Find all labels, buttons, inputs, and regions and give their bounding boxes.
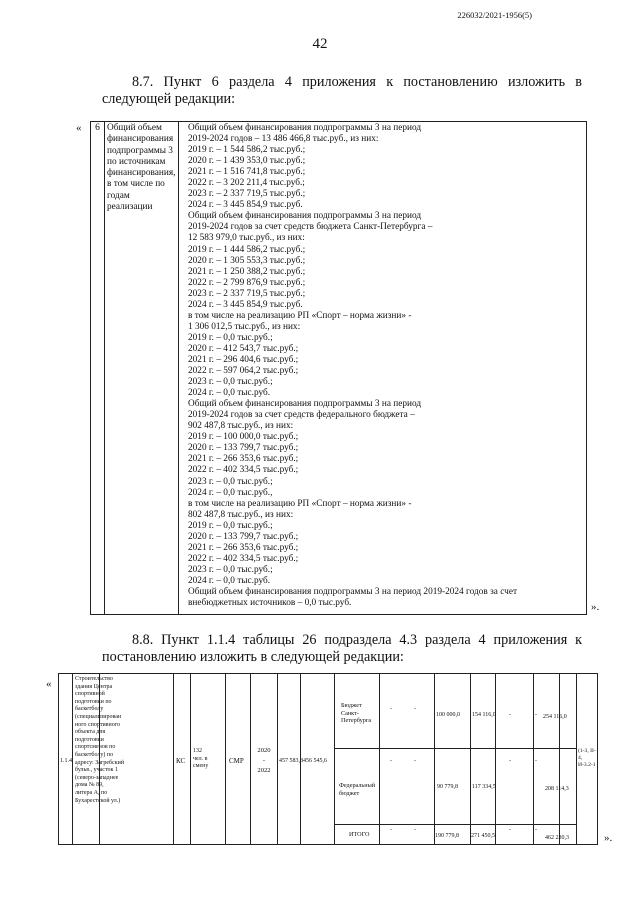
financing-line: 2020 г. – 412 543,7 тыс.руб.; [188,343,299,354]
financing-line: 2019 г. – 1 544 586,2 тыс.руб.; [188,145,306,156]
financing-line: 802 487,8 тыс.руб., из них: [188,509,294,520]
financing-line: 902 487,8 тыс.руб., из них: [188,421,294,432]
value-cell: - [535,712,537,718]
work-type: СМР [229,757,244,765]
financing-line: 2024 г. – 3 445 854,9 тыс.руб. [188,200,303,211]
financing-line: 2024 г. – 0,0 тыс.руб. [188,575,271,586]
customer: КС [176,757,186,765]
financing-line: 2022 г. – 402 334,5 тыс.руб.; [188,465,299,476]
financing-line: внебюджетных источников – 0,0 тыс.руб. [188,598,352,609]
financing-line: 2021 г. – 266 353,6 тыс.руб.; [188,454,299,465]
row-total: 208 114,3 [545,786,569,792]
table2-close-quote: ». [604,832,613,844]
financing-line: 2023 г. – 2 337 719,5 тыс.руб.; [188,288,306,299]
value-cell: - [414,827,416,833]
document-number: 226032/2021-1956(5) [457,10,532,20]
financing-line: 2023 г. – 2 337 719,5 тыс.руб.; [188,189,306,200]
financing-line: Общий объем финансирования подпрограммы 3 на период 2019-2024 годов за счет [188,586,518,597]
value-cell: 90 779,8 [437,784,458,790]
financing-line: в том числе на реализацию РП «Спорт – норма жизни» - [188,498,412,509]
financing-line: 2024 г. – 0,0 тыс.руб., [188,487,273,498]
row-total: 254 116,0 [543,714,567,720]
table2-open-quote: « [46,678,52,690]
row-total: 462 230,3 [545,835,569,841]
value-cell: - [509,758,511,764]
financing-line: 2020 г. – 133 799,7 тыс.руб.; [188,443,299,454]
construction-table [58,673,598,845]
financing-line: 2022 г. – 597 064,2 тыс.руб.; [188,366,299,377]
paragraph-8-8: 8.8. Пункт 1.1.4 таблицы 26 подраздела 4.3 раздела 4 приложения к постановлению изложить в следующей редакции: [102,632,582,665]
financing-line: 2021 г. – 296 404,6 тыс.руб.; [188,354,299,365]
financing-line: 2019 г. – 0,0 тыс.руб.; [188,520,273,531]
financing-line: 2022 г. – 3 202 211,4 тыс.руб.; [188,178,305,189]
estimated-cost: 457 583,8 [279,758,303,764]
financing-line: 2019-2024 годов за счет средств федерального бюджета – [188,410,415,421]
financing-line: 2022 г. – 402 334,5 тыс.руб.; [188,553,299,564]
financing-line: Общий объем финансирования подпрограммы 3 на период [188,399,422,410]
value-cell: - [535,758,537,764]
financing-line: Общий объем финансирования подпрограммы 3 на период [188,123,422,133]
period: 2020 - 2022 [257,747,271,774]
financing-line: 2020 г. – 1 439 353,0 тыс.руб.; [188,156,306,167]
financing-table [90,121,587,615]
financing-line: 2021 г. – 266 353,6 тыс.руб.; [188,542,299,553]
financing-content [179,122,586,614]
value-cell: 117 334,5 [472,784,496,790]
row-number: 6 [91,122,105,614]
object-description: Строительство здания Центра спортивной подготовки по баскетболу (специализирован ного спортивного объекта для подготовки спортсменов по баскетболу) по адресу: Загребский бульв., участок 1 (северо-западнее дома № 89, литера А, по Бухарестской ул.) [75,676,125,804]
value-cell: - [390,706,392,712]
total-limit: 456 545,6 [303,758,327,764]
paragraph-8-7: 8.7. Пункт 6 раздела 4 приложения к постановлению изложить в следующей редакции: [102,74,582,107]
financing-line: 2019 г. – 1 444 586,2 тыс.руб.; [188,244,306,255]
item-number: 1.1.4 [60,758,72,764]
financing-line: 2019 г. – 0,0 тыс.руб.; [188,332,273,343]
financing-line: 2019-2024 годов за счет средств бюджета Санкт-Петербурга – [188,222,433,233]
indicators: (1-3, II-4, И-3.2-1 [578,748,596,768]
value-cell: - [509,827,511,833]
financing-line: 12 583 979,0 тыс.руб., из них: [188,233,305,244]
table1-open-quote: « [76,122,82,134]
value-cell: - [535,827,537,833]
capacity: 132 чел. в смену [193,748,209,770]
financing-line: 2022 г. – 2 799 876,9 тыс.руб.; [188,277,306,288]
financing-line: 2023 г. – 0,0 тыс.руб.; [188,377,273,388]
financing-line: 2024 г. – 0,0 тыс.руб. [188,388,271,399]
value-cell: - [509,712,511,718]
value-cell: - [390,827,392,833]
value-cell: - [414,758,416,764]
value-cell: 100 000,0 [436,712,460,718]
financing-line: в том числе на реализацию РП «Спорт – норма жизни» - [188,310,412,321]
source-federal-budget: Федеральный бюджет [339,782,376,797]
value-cell: - [390,758,392,764]
source-total: ИТОГО [349,831,370,838]
financing-line: 2019 г. – 100 000,0 тыс.руб.; [188,432,299,443]
financing-line: Общий объем финансирования подпрограммы 3 на период [188,211,422,222]
financing-line: 2019-2024 годов – 13 486 466,8 тыс.руб., из них: [188,134,379,145]
value-cell: 190 779,8 [435,833,459,839]
value-cell: 154 116,0 [472,712,496,718]
financing-line: 2021 г. – 1 516 741,8 тыс.руб.; [188,167,306,178]
financing-line: 2023 г. – 0,0 тыс.руб.; [188,564,273,575]
financing-line: 2024 г. – 3 445 854,9 тыс.руб. [188,299,303,310]
financing-line: 1 306 012,5 тыс.руб., из них: [188,321,301,332]
financing-line: 2020 г. – 1 305 553,3 тыс.руб.; [188,255,306,266]
row-title: Общий объем финансирования подпрограммы 3 по источникам финансирования, в том числе по годам реализации [105,122,179,614]
page-number: 42 [312,36,328,52]
value-cell: 271 450,5 [471,833,495,839]
financing-line: 2023 г. – 0,0 тыс.руб.; [188,476,273,487]
value-cell: - [414,706,416,712]
financing-line: 2021 г. – 1 250 388,2 тыс.руб.; [188,266,306,277]
table1-close-quote: ». [591,601,600,613]
source-spb-budget: Бюджет Санкт- Петербурга [341,702,372,725]
financing-line: 2020 г. – 133 799,7 тыс.руб.; [188,531,299,542]
